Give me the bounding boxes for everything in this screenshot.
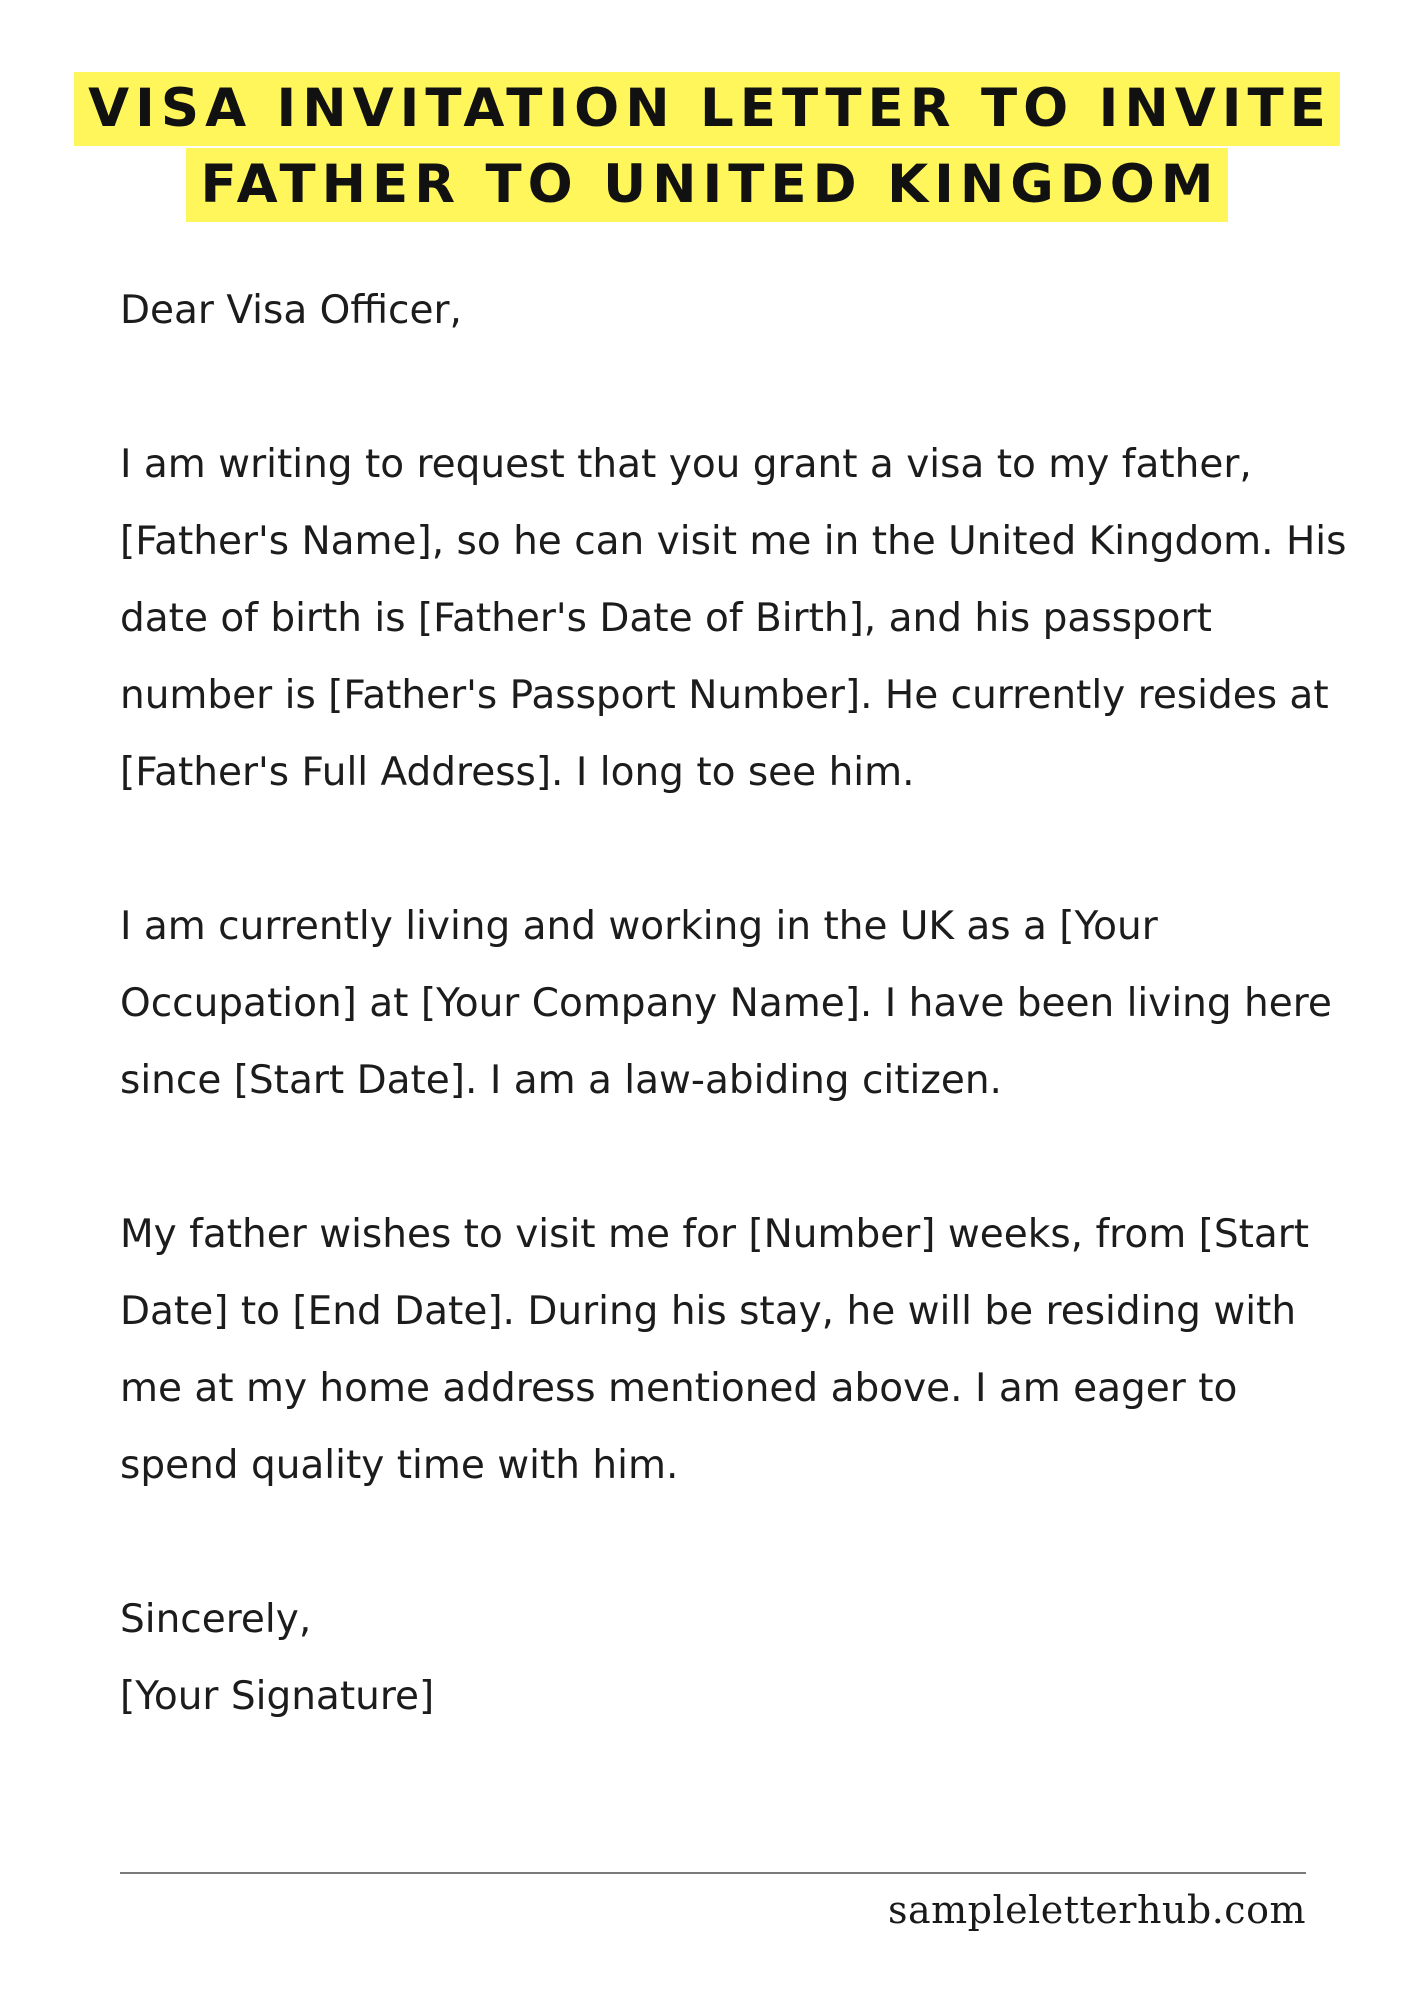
letter-paragraph-3: My father wishes to visit me for [Number] weeks, from [Start Date] to [End Date]. During his stay, he will be residing with me at my home address mentioned above. I am eager to spend quality time with him. [120, 1212, 1310, 1488]
letter-closing: Sincerely, [120, 1597, 312, 1642]
title-line-2: FATHER TO UNITED KINGDOM [186, 148, 1227, 222]
letter-paragraph-2: I am currently living and working in the UK as a [Your Occupation] at [Your Company Name]. I have been living here since [Start Date]. I am a law-abiding citizen. [120, 904, 1332, 1103]
letter-paragraph-1: I am writing to request that you grant a visa to my father, [Father's Name], so he can visit me in the United Kingdom. His date of birth is [Father's Date of Birth], and his passport number is [Father's Passport Number]. He currently resides at [Father's Full Address]. I long to see him. [120, 442, 1347, 795]
title-line-1: VISA INVITATION LETTER TO INVITE [74, 72, 1340, 146]
letter-signature: [Your Signature] [120, 1674, 435, 1719]
letter-greeting: Dear Visa Officer, [120, 288, 462, 333]
letter-title [0, 72, 1414, 222]
footer-divider [120, 1872, 1306, 1874]
letter-body [120, 272, 1360, 1735]
website-credit: sampleletterhub.com [887, 1888, 1306, 1932]
